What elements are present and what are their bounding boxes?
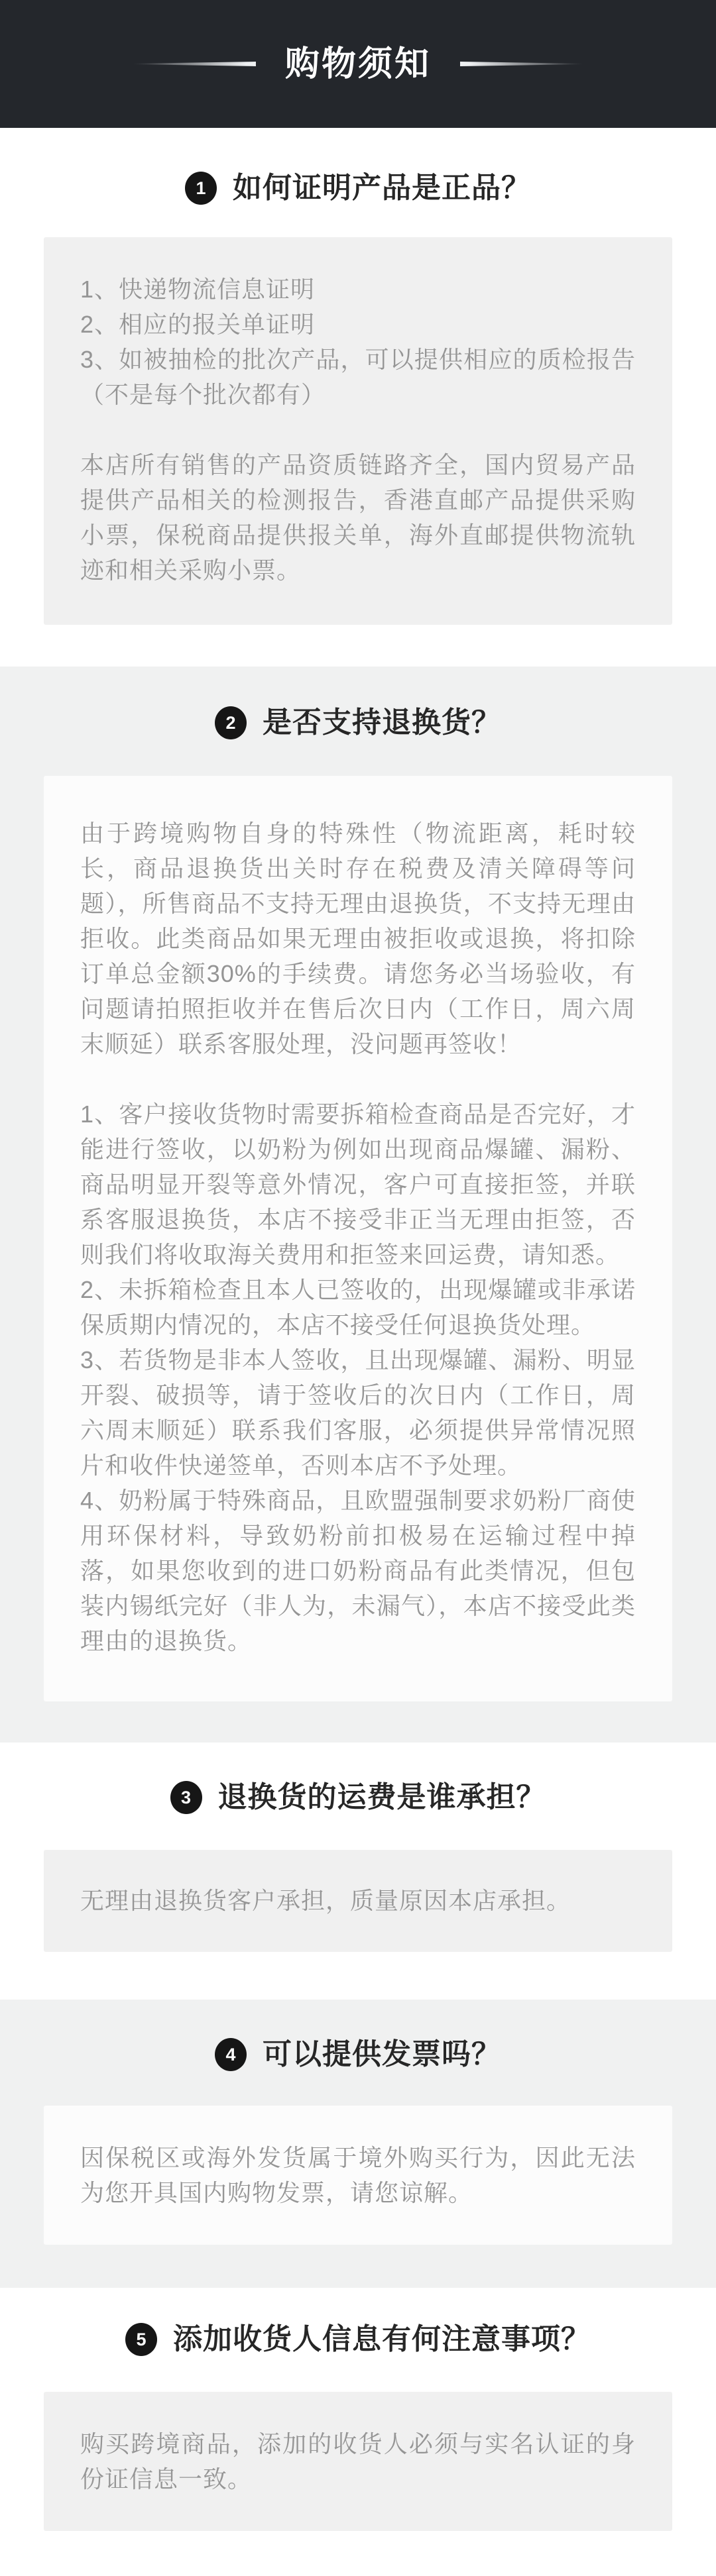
- section-1-paragraph: 本店所有销售的产品资质链路齐全，国内贸易产品提供产品相关的检测报告，香港直邮产品提供采购小票，保税商品提供报关单，海外直邮提供物流轨迹和相关采购小票。: [80, 451, 636, 584]
- section-3-number-badge: 3: [170, 1781, 202, 1814]
- section-2-band: [0, 667, 716, 1743]
- paragraph-spacer: [80, 412, 636, 447]
- return-rule: 2、未拆箱检查且本人已签收的，出现爆罐或非承诺保质期内情况的，本店不接受任何退换货处理。: [80, 1276, 636, 1338]
- section-1-number-badge: 1: [185, 172, 217, 205]
- section-3-paragraph: 无理由退换货客户承担，质量原因本店承担。: [80, 1887, 571, 1914]
- section-5-panel: [44, 2392, 672, 2531]
- section-1-heading: [0, 165, 716, 211]
- section-3-title: 退换货的运费是谁承担？: [217, 1780, 546, 1813]
- return-rule: 4、奶粉属于特殊商品，且欧盟强制要求奶粉厂商使用环保材料，导致奶粉前扣极易在运输过程中掉落，如果您收到的进口奶粉商品有此类情况，但包装内锡纸完好（非人为，未漏气），本店不接受此类理由的退换货。: [80, 1487, 636, 1654]
- section-4-number-badge: 4: [215, 2038, 247, 2071]
- section-1-title: 如何证明产品是正品？: [233, 171, 531, 204]
- section-4-panel: [44, 2106, 672, 2245]
- section-2-intro: 由于跨境购物自身的特殊性（物流距离，耗时较长，商品退换货出关时存在税费及清关障碍等问题），所售商品不支持无理由退换货，不支持无理由拒收。此类商品如果无理由被拒收或退换，将扣除订单总金额30%的手续费。请您务必当场验收，有问题请拍照拒收并在售后次日内（工作日，周六周末顺延）联系客服处理，没问题再签收！: [80, 820, 636, 1057]
- section-5-number-badge: 5: [125, 2323, 157, 2356]
- section-2-number-badge: 2: [215, 706, 247, 739]
- section-4-title: 可以提供发票吗？: [263, 2037, 501, 2070]
- return-rule: 3、若货物是非本人签收，且出现爆罐、漏粉、明显开裂、破损等，请于签收后的次日内（工作日，周六周末顺延）联系我们客服，必须提供异常情况照片和收件快递签单，否则本店不予处理。: [80, 1346, 636, 1479]
- section-4-band: [0, 2000, 716, 2288]
- page-header: [0, 0, 716, 128]
- proof-item: 3、如被抽检的批次产品，可以提供相应的质检报告（不是每个批次都有）: [80, 346, 636, 408]
- section-4-heading: [0, 2031, 716, 2078]
- section-3-heading: [0, 1774, 716, 1821]
- section-2-panel: [44, 776, 672, 1701]
- section-4-paragraph: 因保税区或海外发货属于境外购买行为，因此无法为您开具国内购物发票，请您谅解。: [80, 2144, 636, 2206]
- paragraph-spacer: [80, 1061, 636, 1097]
- title-decor-line-left: [133, 62, 256, 66]
- section-3-panel: [44, 1850, 672, 1952]
- section-5-heading: [0, 2316, 716, 2363]
- proof-item: 2、相应的报关单证明: [80, 311, 316, 338]
- title-decor-line-right: [460, 62, 583, 66]
- section-2-heading: [0, 700, 716, 746]
- proof-item: 1、快递物流信息证明: [80, 276, 316, 303]
- return-rule: 1、客户接收货物时需要拆箱检查商品是否完好，才能进行签收，以奶粉为例如出现商品爆罐、漏粉、商品明显开裂等意外情况，客户可直接拒签，并联系客服退换货，本店不接受非正当无理由拒签，否则我们将收取海关费用和拒签来回运费，请知悉。: [80, 1100, 636, 1268]
- section-2-title: 是否支持退换货？: [263, 706, 501, 739]
- section-1-panel: [44, 237, 672, 625]
- page-title: 购物须知: [284, 44, 431, 83]
- section-5-paragraph: 购买跨境商品，添加的收货人必须与实名认证的身份证信息一致。: [80, 2430, 636, 2493]
- section-5-title: 添加收货人信息有何注意事项？: [173, 2322, 591, 2355]
